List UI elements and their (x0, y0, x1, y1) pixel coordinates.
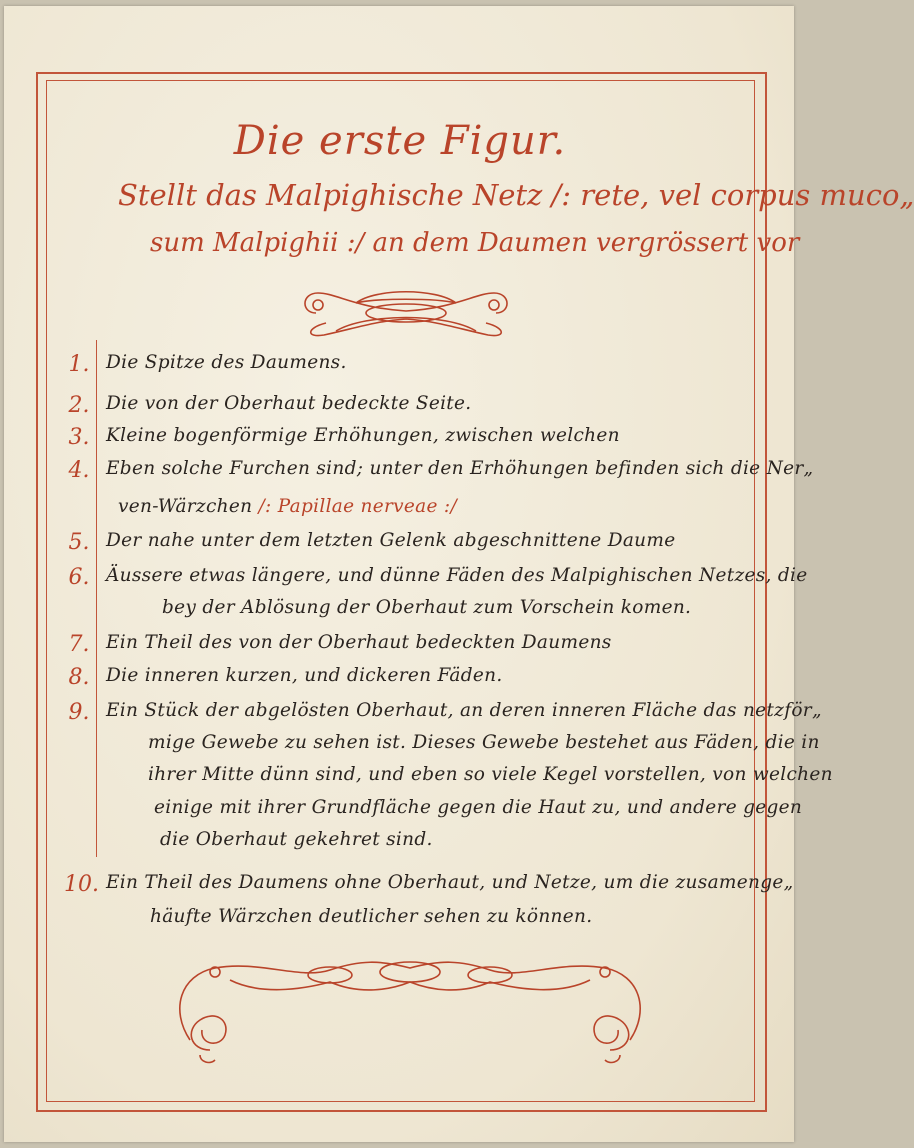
page-title: Die erste Figur. (233, 118, 567, 164)
item-number: 2. (68, 393, 90, 418)
item-text: Der nahe unter dem letzten Gelenk abgeschnittene Daume (106, 530, 676, 551)
list-item-continuation (0, 906, 800, 936)
item-text: Ein Theil des Daumens ohne Oberhaut, und Netze, um die zusamenge„ (106, 872, 794, 893)
top-flourish-ornament (296, 283, 516, 341)
item-number: 1. (68, 352, 90, 377)
item-text: Die Spitze des Daumens. (106, 352, 347, 373)
item-text: Ein Theil des von der Oberhaut bedeckten Daumens (106, 632, 612, 653)
list-item (0, 393, 800, 423)
list-item (0, 872, 800, 902)
item-text: Eben solche Furchen sind; unter den Erhöhungen befinden sich die Ner„ (106, 458, 814, 479)
list-item (0, 700, 822, 730)
item-number: 10. (64, 872, 99, 897)
list-item (0, 530, 800, 560)
item-number: 7. (68, 632, 90, 657)
list-item (0, 565, 808, 595)
list-item (0, 352, 800, 382)
list-item (0, 425, 800, 455)
list-item-continuation (0, 732, 820, 762)
list-item (0, 665, 800, 695)
item-text: Äussere etwas längere, und dünne Fäden des Malpighischen Netzes, die (106, 565, 808, 586)
item-number: 6. (68, 565, 90, 590)
item-text: mige Gewebe zu sehen ist. Dieses Gewebe bestehet aus Fäden, die in (148, 732, 820, 753)
item-text: bey der Ablösung der Oberhaut zum Vorschein komen. (162, 597, 692, 618)
item-number: 8. (68, 665, 90, 690)
list-item-continuation (0, 797, 803, 827)
list-item (0, 458, 814, 488)
item-text: Die inneren kurzen, und dickeren Fäden. (106, 665, 503, 686)
item-text: die Oberhaut gekehret sind. (160, 829, 433, 850)
item-text: Ein Stück der abgelösten Oberhaut, an deren inneren Fläche das netzför„ (106, 700, 822, 721)
item-text: ven-Wärzchen (118, 496, 253, 517)
item-number: 3. (68, 425, 90, 450)
item-text: einige mit ihrer Grundfläche gegen die Haut zu, und andere gegen (154, 797, 803, 818)
item-number: 9. (68, 700, 90, 725)
item-text: häufte Wärzchen deutlicher sehen zu können. (150, 906, 593, 927)
list-item-continuation (0, 764, 833, 794)
item-text: Die von der Oberhaut bedeckte Seite. (106, 393, 472, 414)
item-text: Kleine bogenförmige Erhöhungen, zwischen welchen (106, 425, 620, 446)
list-item-continuation (0, 496, 800, 526)
latin-term: /: Papillae nerveae :/ (258, 496, 457, 517)
list-item-continuation (0, 829, 800, 859)
item-number: 4. (68, 458, 90, 483)
item-number: 5. (68, 530, 90, 555)
subtitle-line-2: sum Malpighii :/ an dem Daumen vergrössert vor (150, 228, 800, 258)
list-item-continuation (0, 597, 800, 627)
item-text: ihrer Mitte dünn sind, und eben so viele Kegel vorstellen, von welchen (148, 764, 833, 785)
subtitle-line-1: Stellt das Malpighische Netz /: rete, vel corpus muco„ (118, 178, 914, 212)
list-item (0, 632, 800, 662)
bottom-flourish-ornament (170, 950, 650, 1070)
